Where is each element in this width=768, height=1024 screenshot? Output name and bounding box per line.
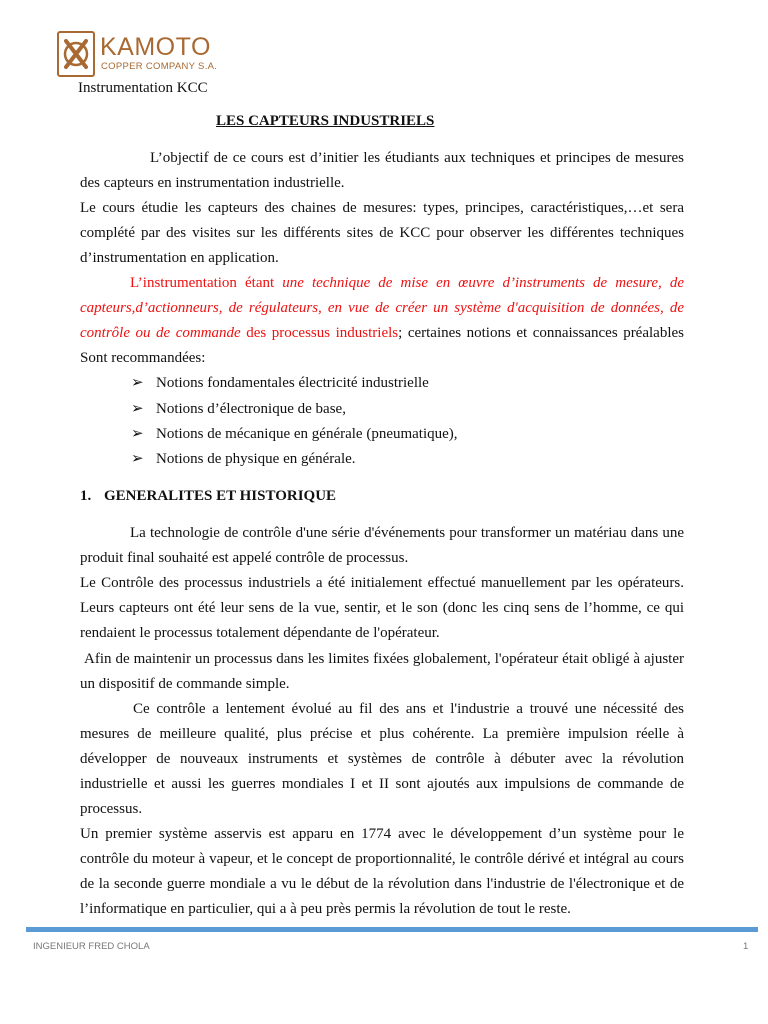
section-paragraph-1: La technologie de contrôle d'une série d'événements pour transformer un matériau dans une produit final souhaité est appelé contrôle de processus. bbox=[80, 525, 684, 566]
intro-p3-object: des processus industriels bbox=[240, 325, 399, 341]
intro-paragraph-3 bbox=[80, 271, 684, 371]
document-label: Instrumentation KCC bbox=[78, 80, 208, 96]
list-item-label: Notions de mécanique en générale (pneumatique), bbox=[156, 426, 458, 442]
section-paragraph-5: Un premier système asservis est apparu en 1774 avec le développement d’un système pour le contrôle du moteur à vapeur, et le concept de proportionnalité, le contrôle dérivé et intégral au cours de la seconde guerre mondiale a vu le début de la révolution dans l'industrie de l'électronique et de l’informatique en particulier, qui a à peu près permis la révolution de tout le reste. bbox=[80, 826, 684, 917]
page-number: 1 bbox=[743, 941, 749, 952]
list-item-label: Notions fondamentales électricité industrielle bbox=[156, 375, 429, 391]
section-paragraph-3: Afin de maintenir un processus dans les limites fixées globalement, l'opérateur était obligé à ajuster un dispositif de commande simple. bbox=[80, 651, 684, 692]
list-item bbox=[131, 447, 356, 472]
list-item bbox=[131, 371, 429, 396]
footer-divider bbox=[26, 927, 758, 932]
list-item-label: Notions de physique en générale. bbox=[156, 451, 356, 467]
section-paragraph-2: Le Contrôle des processus industriels a été initialement effectué manuellement par les opérateurs. Leurs capteurs ont été leur sens de la vue, sentir, et le son (donc les cinq sens de l’homme, ce qui rendaient le processus totalement dépendante de l'opérateur. bbox=[80, 575, 684, 641]
arrow-bullet-icon: ➢ bbox=[131, 426, 144, 442]
intro-paragraph-2: Le cours étudie les capteurs des chaines de mesures: types, principes, caractéristiques,…et sera complété par des visites sur les différents sites de KCC pour observer les différentes techniques d’instrumentation en application. bbox=[80, 200, 684, 266]
intro-p3-lead: L’instrumentation étant bbox=[130, 275, 283, 291]
arrow-bullet-icon: ➢ bbox=[131, 375, 144, 391]
section-paragraph-4: Ce contrôle a lentement évolué au fil des ans et l'industrie a trouvé une nécessité des mesures de meilleure qualité, plus précise et plus cohérente. La première impulsion réelle à développer de nouveaux instruments et systèmes de contrôle à débuter avec la révolution industrielle et aussi les guerres mondiales I et II sont ajoutés aux impulsions de commande de processus. bbox=[80, 701, 684, 817]
arrow-bullet-icon: ➢ bbox=[131, 401, 144, 417]
document-title: LES CAPTEURS INDUSTRIELS bbox=[216, 113, 435, 129]
logo-company-name: KAMOTO bbox=[100, 33, 211, 61]
list-item-label: Notions d’électronique de base, bbox=[156, 401, 346, 417]
footer-author: INGENIEUR FRED CHOLA bbox=[33, 941, 150, 952]
intro-p3-definition: une technique de mise en œuvre d’instruments de mesure, de capteurs,d’actionneurs, de régulateurs, en vue de créer un système d'acquisition de données, de contrôle ou de commande bbox=[80, 275, 684, 341]
section-number: 1. bbox=[80, 488, 92, 504]
list-item bbox=[131, 397, 346, 422]
intro-p3-tail: ; certaines notions et connaissances préalables Sont recommandées: bbox=[80, 325, 684, 366]
arrow-bullet-icon: ➢ bbox=[131, 451, 144, 467]
section-heading-text: GENERALITES ET HISTORIQUE bbox=[104, 488, 337, 504]
company-logo bbox=[57, 31, 217, 79]
intro-paragraph-1: L’objectif de ce cours est d’initier les étudiants aux techniques et principes de mesures des capteurs en instrumentation industrielle. bbox=[80, 150, 684, 191]
logo-company-subtitle: COPPER COMPANY S.A. bbox=[101, 61, 218, 72]
crossed-tools-icon bbox=[57, 31, 95, 77]
list-item bbox=[131, 422, 458, 447]
section-heading bbox=[80, 488, 336, 505]
